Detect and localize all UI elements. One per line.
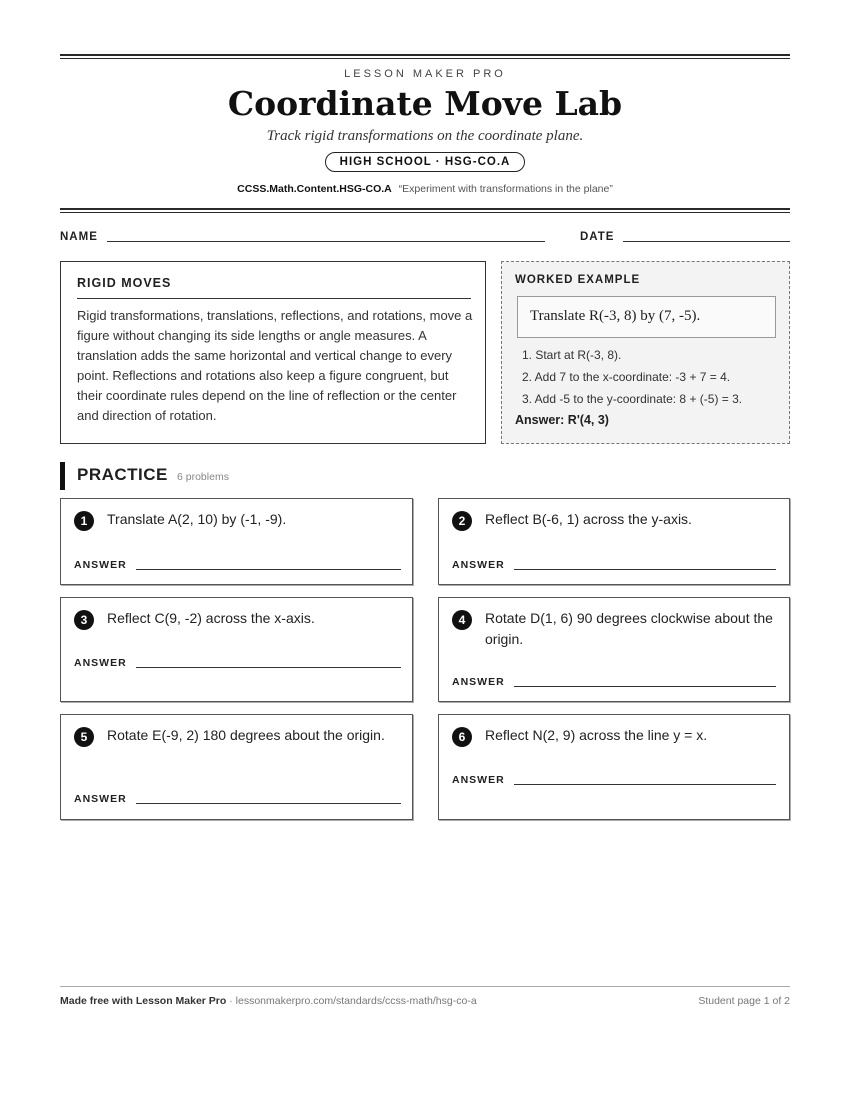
problem-number-badge: 4: [452, 610, 472, 630]
rigid-moves-box: [60, 261, 486, 444]
answer-field[interactable]: [136, 803, 401, 804]
answer-label: ANSWER: [74, 559, 127, 571]
worked-example-answer: Answer: R'(4, 3): [515, 413, 609, 427]
problem-text: Reflect C(9, -2) across the x-axis.: [107, 610, 315, 626]
answer-field[interactable]: [514, 686, 776, 687]
answer-field[interactable]: [514, 784, 776, 785]
problem-number-badge: 3: [74, 610, 94, 630]
problem-text: Rotate D(1, 6) 90 degrees clockwise about the origin.: [485, 610, 773, 647]
worksheet-page: [60, 0, 790, 1100]
worked-example-steps: [522, 344, 784, 410]
answer-field[interactable]: [514, 569, 776, 570]
worked-example-step: 3. Add -5 to the y-coordinate: 8 + (-5) = 3.: [522, 392, 743, 406]
practice-count: 6 problems: [177, 471, 229, 483]
page-title: Coordinate Move Lab: [227, 84, 623, 123]
problem-card-3: [60, 597, 413, 702]
standard-code: CCSS.Math.Content.HSG-CO.A: [237, 183, 392, 195]
practice-accent-bar: [60, 462, 65, 490]
level-badge-wrap: [60, 152, 790, 172]
level-badge: HIGH SCHOOL · HSG-CO.A: [325, 152, 526, 172]
problem-card-6: [438, 714, 790, 820]
rigid-moves-divider: [77, 298, 471, 299]
rigid-moves-text: Rigid transformations, translations, reflections, and rotations, move a figure without changing its side lengths or angle measures. A translation adds the same horizontal and vertical change to every point. Reflections and rotations also keep a figure congruent, but their coordinate rules depend on the line of reflection or the center and direction of rotation.: [77, 308, 473, 423]
answer-label: ANSWER: [452, 676, 505, 688]
date-label: DATE: [580, 231, 615, 243]
worked-example-step: 1. Start at R(-3, 8).: [522, 348, 622, 362]
name-field[interactable]: [107, 241, 545, 242]
problem-number-badge: 2: [452, 511, 472, 531]
worked-example-box: [501, 261, 790, 444]
footer-rule: [60, 986, 790, 987]
footer-url: · lessonmakerpro.com/standards/ccss-math/hsg-co-a: [229, 995, 477, 1007]
footer-page-number: Student page 1 of 2: [698, 995, 790, 1007]
brand-name: LESSON MAKER PRO: [344, 68, 506, 80]
answer-label: ANSWER: [74, 793, 127, 805]
footer-credit: [60, 995, 477, 1007]
header-top-rule: [60, 54, 790, 59]
answer-field[interactable]: [136, 667, 401, 668]
page-subtitle: Track rigid transformations on the coordinate plane.: [266, 128, 584, 144]
worked-example-problem: Translate R(-3, 8) by (7, -5).: [517, 296, 776, 338]
problem-text: Reflect B(-6, 1) across the y-axis.: [485, 511, 692, 527]
practice-title: PRACTICE: [77, 465, 168, 484]
problem-number-badge: 5: [74, 727, 94, 747]
answer-field[interactable]: [136, 569, 401, 570]
problem-text: Rotate E(-9, 2) 180 degrees about the origin.: [107, 727, 385, 743]
worked-example-title: WORKED EXAMPLE: [515, 274, 641, 286]
footer-made-with: Made free with Lesson Maker Pro: [60, 995, 227, 1007]
problem-text: Translate A(2, 10) by (-1, -9).: [107, 511, 287, 527]
answer-label: ANSWER: [74, 657, 127, 669]
problem-number-badge: 1: [74, 511, 94, 531]
name-label: NAME: [60, 231, 98, 243]
standard-line: [60, 183, 790, 195]
date-field[interactable]: [623, 241, 790, 242]
answer-label: ANSWER: [452, 559, 505, 571]
rigid-moves-title: RIGID MOVES: [77, 276, 172, 290]
header-bottom-rule: [60, 208, 790, 213]
problem-card-4: [438, 597, 790, 702]
problem-number-badge: 6: [452, 727, 472, 747]
problem-card-1: [60, 498, 413, 585]
problem-card-5: [60, 714, 413, 820]
problem-card-2: [438, 498, 790, 585]
problem-text: Reflect N(2, 9) across the line y = x.: [485, 727, 708, 743]
answer-label: ANSWER: [452, 774, 505, 786]
standard-description: “Experiment with transformations in the plane”: [398, 183, 613, 195]
worked-example-step: 2. Add 7 to the x-coordinate: -3 + 7 = 4.: [522, 370, 731, 384]
